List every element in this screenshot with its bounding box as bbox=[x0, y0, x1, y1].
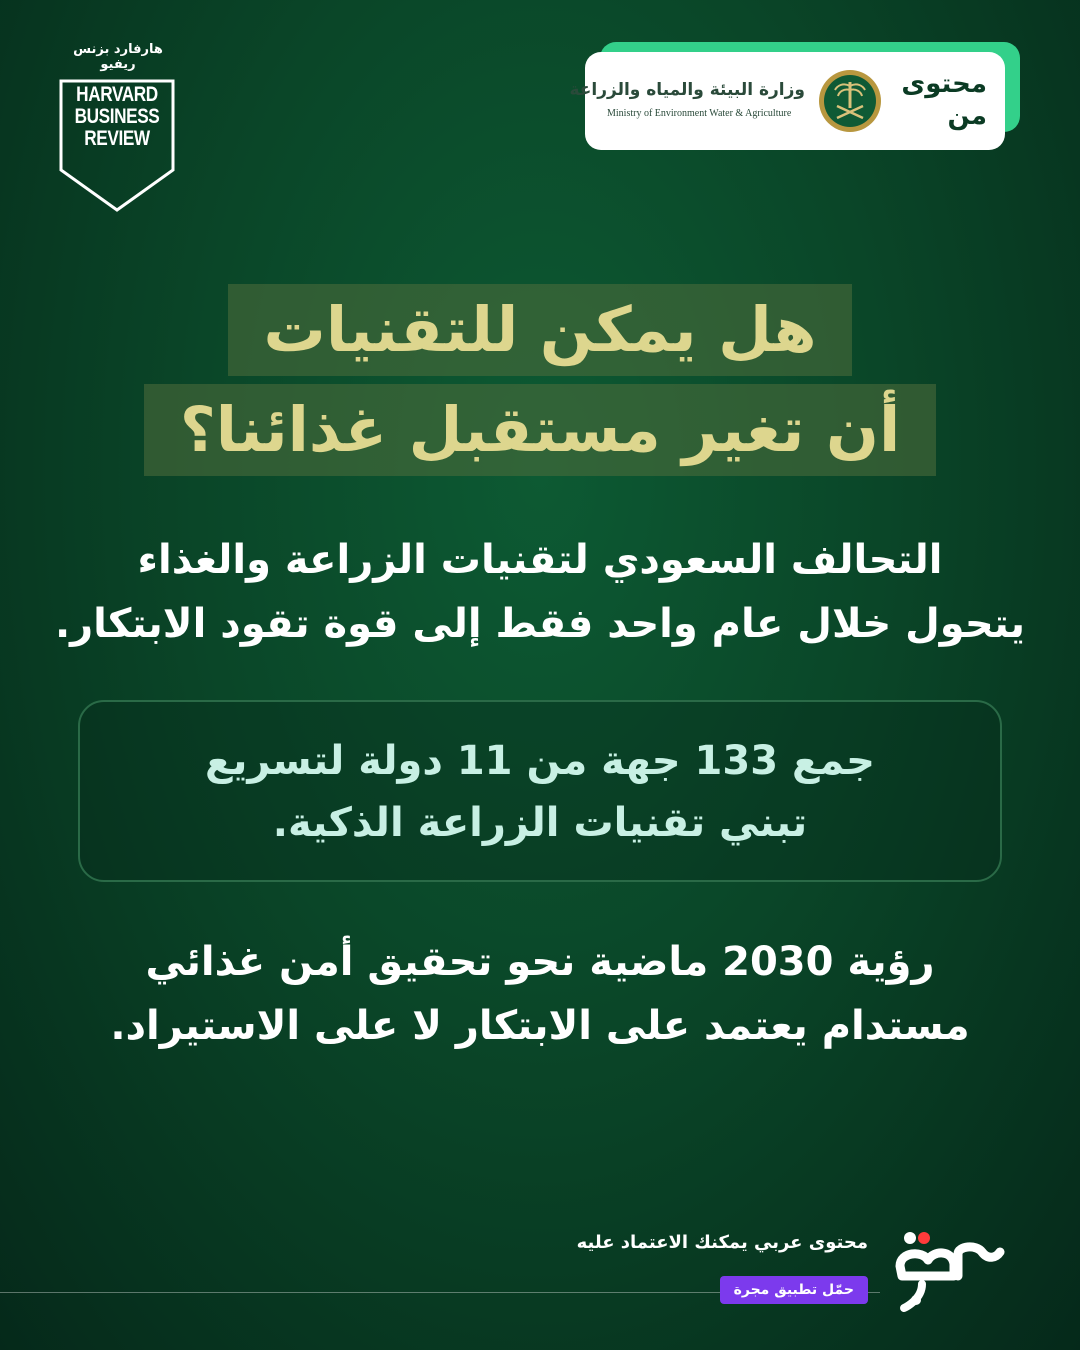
highlight-line-2: تبني تقنيات الزراعة الذكية. bbox=[272, 800, 808, 846]
logo-dot-white bbox=[904, 1232, 916, 1244]
hbr-line-2: BUSINESS bbox=[74, 105, 160, 128]
download-app-button[interactable]: حمّل تطبيق مجرة bbox=[720, 1276, 868, 1304]
footer-tagline: محتوى عربي يمكنك الاعتماد عليه bbox=[576, 1232, 868, 1253]
hbr-shield bbox=[58, 78, 176, 214]
palm-swords-emblem-icon bbox=[817, 68, 883, 134]
ministry-name-english: Ministry of Environment Water & Agriculture bbox=[607, 108, 792, 119]
hbr-line-1: HARVARD bbox=[76, 83, 158, 106]
highlight-line-1: جمع 133 جهة من 11 دولة لتسريع bbox=[205, 738, 875, 784]
headline bbox=[0, 284, 1080, 476]
highlight-box bbox=[78, 700, 1002, 882]
intro-line-2: يتحول خلال عام واحد فقط إلى قوة تقود الابتكار. bbox=[54, 601, 1026, 647]
vision-line-2: مستدام يعتمد على الابتكار لا على الاستيراد. bbox=[110, 1003, 970, 1049]
highlight-text bbox=[80, 730, 1000, 854]
hbr-logo bbox=[58, 42, 178, 214]
logo-dot-red bbox=[918, 1232, 930, 1244]
hbr-line-3: REVIEW bbox=[84, 127, 150, 150]
sponsor-label: محتوى من bbox=[901, 69, 987, 131]
intro-paragraph bbox=[0, 528, 1080, 656]
hbr-wordmark bbox=[69, 84, 166, 150]
ministry-name-arabic: وزارة البيئة والمياه والزراعة bbox=[569, 80, 805, 100]
vision-paragraph bbox=[0, 930, 1080, 1058]
sponsor-card bbox=[569, 52, 1005, 150]
headline-line-1: هل يمكن للتقنيات bbox=[228, 284, 853, 376]
majarra-logo bbox=[892, 1224, 1012, 1314]
vision-line-1: رؤية 2030 ماضية نحو تحقيق أمن غذائي bbox=[145, 939, 935, 985]
headline-line-2: أن تغير مستقبل غذائنا؟ bbox=[144, 384, 936, 476]
intro-line-1: التحالف السعودي لتقنيات الزراعة والغذاء bbox=[137, 537, 943, 583]
publisher-arabic-name: هارفارد بزنس ريفيو bbox=[73, 42, 163, 72]
